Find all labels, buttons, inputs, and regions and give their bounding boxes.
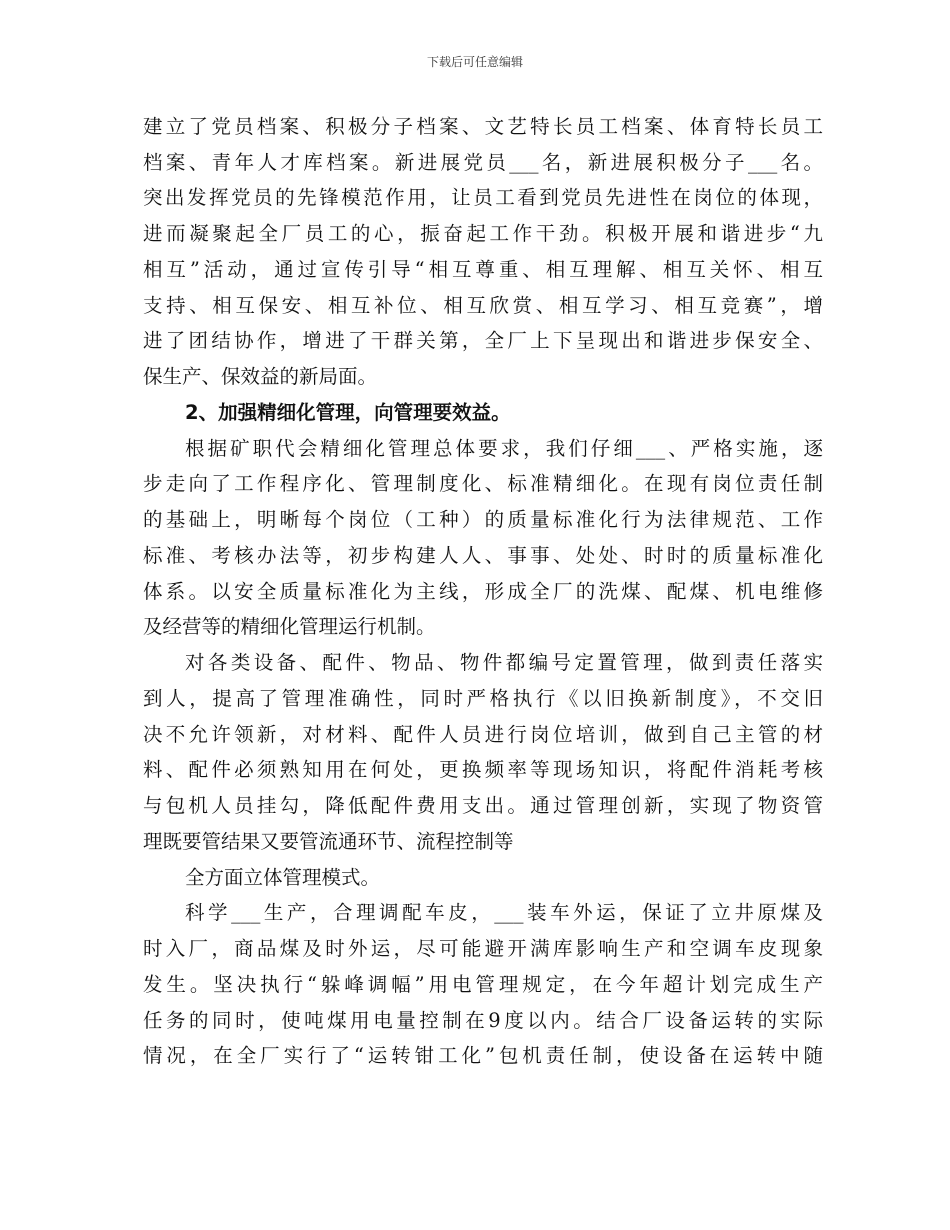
text-line: 全方面立体管理模式。 [185,866,381,889]
text-line: 时入厂，商品煤及时外运，尽可能避开满库影响生产和空调车皮现象 [143,937,823,960]
text-line: 突出发挥党员的先锋模范作用，让员工看到党员先进性在岗位的体现， [143,186,823,209]
text-line: 料、配件必须熟知用在何处，更换频率等现场知识，将配件消耗考核 [143,758,823,781]
text-line: 决不允许领新，对材料、配件人员进行岗位培训，做到自己主管的材 [143,723,823,746]
text-line: 步走向了工作程序化、管理制度化、标准精细化。在现有岗位责任制 [143,472,823,495]
section-heading: 2、加强精细化管理，向管理要效益。 [185,401,511,424]
text-line: 体系。以安全质量标准化为主线，形成全厂的洗煤、配煤、机电维修 [143,580,823,603]
text-line: 对各类设备、配件、物品、物件都编号定置管理，做到责任落实 [185,651,823,674]
text-line: 进而凝聚起全厂员工的心，振奋起工作干劲。积极开展和谐进步“九 [143,222,823,245]
text-line: 理既要管结果又要管流通环节、流程控制等 [143,830,514,853]
text-line: 任务的同时，使吨煤用电量控制在9度以内。结合厂设备运转的实际 [143,1009,823,1032]
text-line: 发生。坚决执行“躲峰调幅”用电管理规定，在今年超计划完成生产 [143,973,823,996]
text-line: 标准、考核办法等，初步构建人人、事事、处处、时时的质量标准化 [143,544,823,567]
page-header: 下载后可任意编辑 [426,55,523,69]
text-line: 相互”活动，通过宣传引导“相互尊重、相互理解、相互关怀、相互 [143,258,823,281]
text-line: 及经营等的精细化管理运行机制。 [143,615,436,638]
text-line: 科学___生产，合理调配车皮，___装车外运，保证了立井原煤及 [185,901,823,924]
text-line: 根据矿职代会精细化管理总体要求，我们仔细___、严格实施，逐 [185,437,823,460]
text-line: 建立了党员档案、积极分子档案、文艺特长员工档案、体育特长员工 [143,115,823,138]
text-line: 保生产、保效益的新局面。 [143,365,378,388]
text-line: 的基础上，明晰每个岗位（工种）的质量标准化行为法律规范、工作 [143,508,823,531]
text-line: 支持、相互保安、相互补位、相互欣赏、相互学习、相互竞赛”，增 [143,294,823,317]
text-line: 与包机人员挂勾，降低配件费用支出。通过管理创新，实现了物资管 [143,794,823,817]
text-line: 进了团结协作，增进了干群关第，全厂上下呈现出和谐进步保安全、 [143,329,823,352]
text-line: 情况，在全厂实行了“运转钳工化”包机责任制，使设备在运转中随 [143,1044,823,1067]
text-line: 档案、青年人才库档案。新进展党员___名，新进展积极分子___名。 [143,151,823,174]
text-line: 到人，提高了管理准确性，同时严格执行《以旧换新制度》，不交旧 [143,687,823,710]
